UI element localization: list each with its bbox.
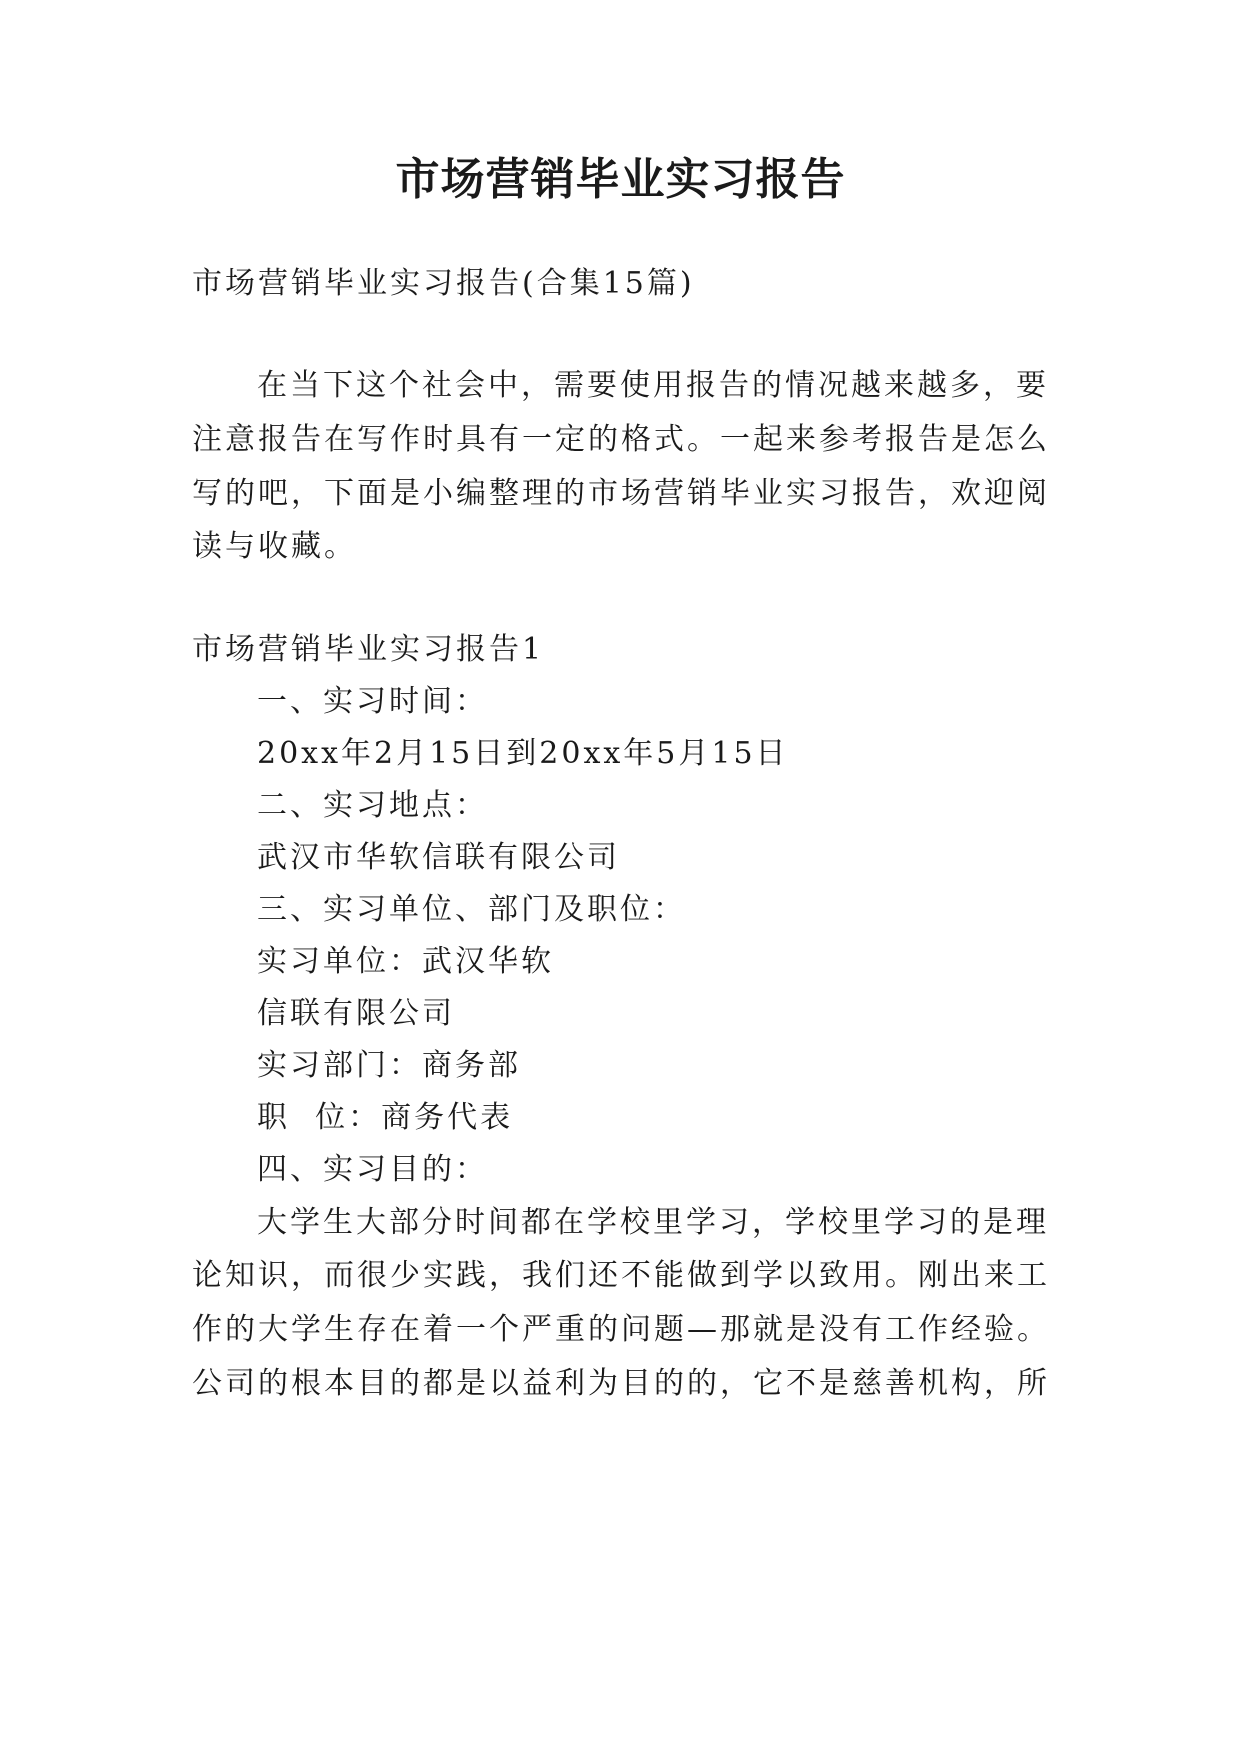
report-item: 一、实习时间： [257,684,488,719]
report-item: 三、实习单位、部门及职位： [257,892,686,927]
section-heading: 市场营销毕业实习报告1 [192,632,545,667]
document-title: 市场营销毕业实习报告 [395,154,846,205]
purpose-line: 作的大学生存在着一个严重的问题—那就是没有工作经验。 [192,1312,1050,1347]
report-item: 武汉市华软信联有限公司 [257,840,620,875]
report-item: 职 位：商务代表 [257,1100,514,1135]
report-item: 20xx年2月15日到20xx年5月15日 [257,736,789,771]
purpose-line: 论知识，而很少实践，我们还不能做到学以致用。刚出来工 [192,1258,1050,1293]
document-subtitle: 市场营销毕业实习报告(合集15篇) [192,266,695,301]
intro-line: 读与收藏。 [192,529,357,564]
purpose-line: 公司的根本目的都是以益利为目的的，它不是慈善机构，所 [192,1366,1050,1401]
report-item: 实习单位：武汉华软 [257,944,554,979]
intro-line: 写的吧，下面是小编整理的市场营销毕业实习报告，欢迎阅 [192,476,1050,511]
report-item: 实习部门：商务部 [257,1048,521,1083]
purpose-line: 大学生大部分时间都在学校里学习，学校里学习的是理 [257,1205,1049,1240]
report-item: 二、实习地点： [257,788,488,823]
intro-line: 注意报告在写作时具有一定的格式。一起来参考报告是怎么 [192,422,1050,457]
report-item: 四、实习目的： [257,1152,488,1187]
report-item: 信联有限公司 [257,996,455,1031]
intro-line: 在当下这个社会中，需要使用报告的情况越来越多，要 [257,368,1049,403]
